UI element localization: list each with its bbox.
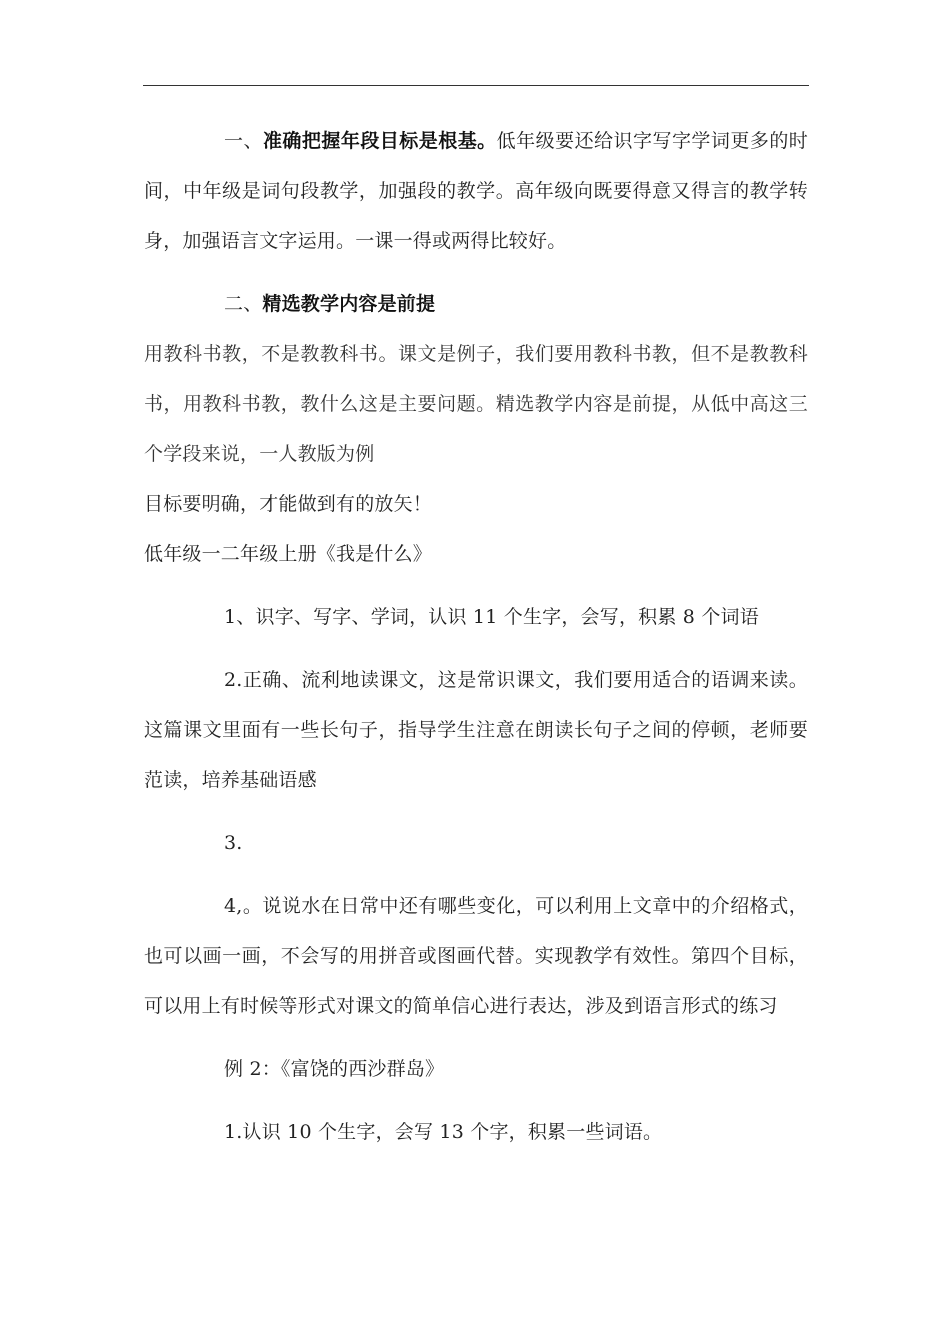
list-item-2: 2.正确、流利地读课文，这是常识课文，我们要用适合的语调来读。这篇课文里面有一些长句子，指导学生注意在朗读长句子之间的停顿，老师要范读，培养基础语感 bbox=[144, 669, 808, 791]
paragraph-lower-grade: 低年级一二年级上册《我是什么》 bbox=[144, 543, 433, 565]
section-two-prefix: 二、 bbox=[224, 293, 263, 315]
section-one-body: 低年级要还给识字写字学词更多的时间，中年级是词句段教学，加强段的教学。高年级向既要得意又得言的教学转身，加强语言文字运用。一课一得或两得比较好。 bbox=[144, 130, 809, 252]
paragraph-textbook: 用教科书教，不是教教科书。课文是例子，我们要用教科书教，但不是教教科书，用教科书教，教什么这是主要问题。精选教学内容是前提，从低中高这三个学段来说，一人教版为例 bbox=[144, 343, 808, 465]
list-item-3: 3. bbox=[224, 832, 243, 854]
paragraph-goal: 目标要明确，才能做到有的放矢！ bbox=[144, 493, 433, 515]
section-one-prefix: 一、 bbox=[224, 130, 263, 152]
example-2-item-1: 1.认识 10 个生字，会写 13 个字，积累一些词语。 bbox=[224, 1121, 663, 1143]
section-two-heading-line bbox=[144, 279, 808, 329]
header-rule bbox=[143, 85, 809, 86]
section-two-heading: 精选教学内容是前提 bbox=[262, 293, 436, 315]
example-2-heading: 例 2：《富饶的西沙群岛》 bbox=[224, 1058, 445, 1080]
list-item-4: 4,。说说水在日常中还有哪些变化，可以利用上文章中的介绍格式，也可以画一画，不会写的用拼音或图画代替。实现教学有效性。第四个目标，可以用上有时候等形式对课文的简单信心进行表达，涉及到语言形式的练习 bbox=[144, 895, 808, 1017]
list-item-1: 1、识字、写字、学词，认识 11 个生字，会写，积累 8 个词语 bbox=[224, 606, 759, 628]
document-body bbox=[144, 116, 808, 1157]
section-one-heading: 准确把握年段目标是根基。 bbox=[262, 130, 497, 152]
section-one-paragraph bbox=[144, 116, 808, 266]
